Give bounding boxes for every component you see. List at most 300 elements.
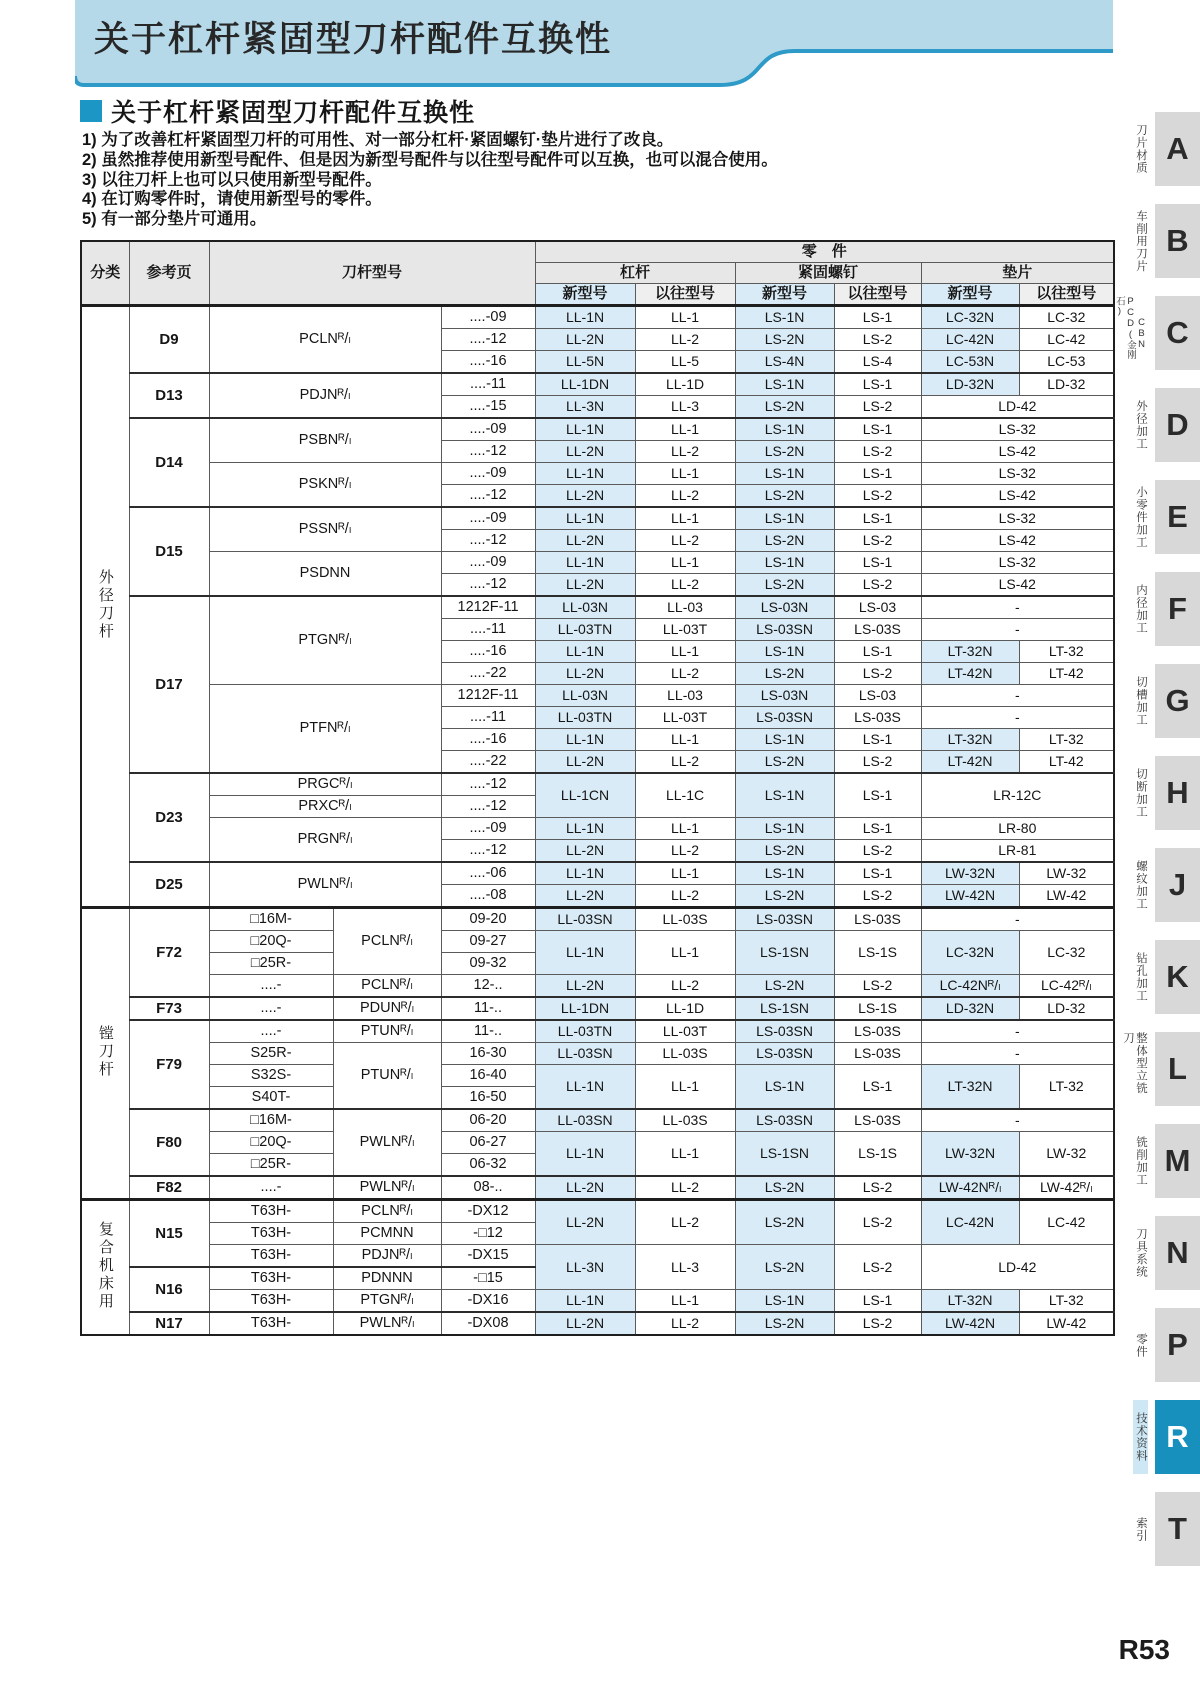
model-size-cell: ....-09	[441, 818, 535, 840]
model-prefix-cell: □20Q-	[209, 1132, 333, 1154]
model-size-cell: 11-..	[441, 997, 535, 1020]
old-model-cell: LW-42	[1019, 885, 1114, 908]
new-model-cell: LL-5N	[535, 351, 635, 374]
sidebar-tab-L	[1060, 1032, 1200, 1106]
old-model-cell: LS-2	[834, 663, 921, 685]
tab-letter-N: N	[1155, 1216, 1200, 1290]
model-name-cell: PWLNᴿ/ₗ	[209, 862, 441, 908]
new-model-cell: LL-2N	[535, 885, 635, 908]
new-model-cell: LL-1N	[535, 641, 635, 663]
no-part-cell: -	[921, 596, 1114, 619]
shared-part-cell: LR-12C	[921, 773, 1114, 818]
tab-label	[1133, 204, 1148, 278]
old-model-cell: LS-03	[834, 685, 921, 707]
sidebar-tab-K	[1060, 940, 1200, 1014]
new-model-cell: LL-2N	[535, 751, 635, 774]
note-line: 5) 有一部分垫片可通用。	[82, 210, 267, 229]
category-vertical-label: 镗刀杆	[96, 1025, 114, 1080]
ref-page-cell: D23	[129, 773, 209, 862]
model-name-cell: PWLNᴿ/ₗ	[333, 1109, 441, 1176]
tab-label-text: 螺纹加工	[1135, 860, 1147, 910]
ref-page-cell: D14	[129, 418, 209, 507]
model-name-cell: PWLNᴿ/ₗ	[333, 1176, 441, 1200]
sidebar-tab-E	[1060, 480, 1200, 554]
new-model-cell: LL-1N	[535, 1065, 635, 1110]
shared-part-cell: LD-42	[921, 396, 1114, 419]
new-model-cell: LL-1DN	[535, 373, 635, 396]
old-model-cell: LT-42	[1019, 751, 1114, 774]
old-model-cell: LS-2	[834, 885, 921, 908]
header-cell: 新型号	[735, 284, 834, 306]
old-model-cell: LL-1	[635, 463, 735, 485]
old-model-cell: LC-32	[1019, 306, 1114, 329]
old-model-cell: LL-2	[635, 885, 735, 908]
old-model-cell: LL-3	[635, 396, 735, 419]
tab-label	[1133, 1308, 1148, 1382]
page-title: 关于杠杆紧固型刀杆配件互换性	[94, 20, 613, 59]
new-model-cell: LS-1N	[735, 729, 834, 751]
new-model-cell: LS-2N	[735, 485, 834, 508]
new-model-cell: LL-1N	[535, 818, 635, 840]
model-size-cell: ....-16	[441, 641, 535, 663]
model-prefix-cell: □16M-	[209, 908, 333, 931]
old-model-cell: LS-1	[834, 1065, 921, 1110]
model-prefix-cell: ....-	[209, 1176, 333, 1200]
model-prefix-cell: ....-	[209, 975, 333, 998]
ref-page-cell: D9	[129, 306, 209, 374]
model-size-cell: -DX16	[441, 1290, 535, 1313]
old-model-cell: LS-2	[834, 975, 921, 998]
sidebar-tab-A	[1060, 112, 1200, 186]
new-model-cell: LW-42N	[921, 885, 1019, 908]
sidebar-tab-C	[1060, 296, 1200, 370]
new-model-cell: LW-42Nᴿ/ₗ	[921, 1176, 1019, 1200]
ref-page-cell: F73	[129, 997, 209, 1020]
tab-label-text: 切断加工	[1135, 768, 1147, 818]
no-part-cell: -	[921, 685, 1114, 707]
header-cell: 以往型号	[834, 284, 921, 306]
model-size-cell: ....-09	[441, 507, 535, 530]
old-model-cell: LL-2	[635, 574, 735, 597]
model-name-cell: PSBNᴿ/ₗ	[209, 418, 441, 463]
model-name-cell: PSDNN	[209, 552, 441, 597]
model-size-cell: ....-09	[441, 552, 535, 574]
model-name-cell: PWLNᴿ/ₗ	[333, 1312, 441, 1335]
old-model-cell: LS-2	[834, 1200, 921, 1245]
old-model-cell: LL-5	[635, 351, 735, 374]
no-part-cell: -	[921, 1109, 1114, 1132]
model-name-cell: PCLNᴿ/ₗ	[333, 908, 441, 975]
old-model-cell: LS-2	[834, 329, 921, 351]
tab-label	[1133, 664, 1148, 738]
old-model-cell: LL-2	[635, 1312, 735, 1335]
new-model-cell: LS-1N	[735, 306, 834, 329]
shared-part-cell: LS-32	[921, 552, 1114, 574]
old-model-cell: LS-1	[834, 818, 921, 840]
new-model-cell: LL-1N	[535, 862, 635, 885]
new-model-cell: LW-32N	[921, 862, 1019, 885]
old-model-cell: LS-1	[834, 862, 921, 885]
new-model-cell: LS-1N	[735, 1290, 834, 1313]
model-name-cell: PTGNᴿ/ₗ	[209, 596, 441, 685]
ref-page-cell: F80	[129, 1109, 209, 1176]
header-cell: 分类	[81, 241, 129, 306]
new-model-cell: LL-03TN	[535, 707, 635, 729]
tab-letter-T: T	[1155, 1492, 1200, 1566]
new-model-cell: LT-42N	[921, 751, 1019, 774]
tab-label-text: 内径加工	[1135, 584, 1147, 634]
new-model-cell: LS-03SN	[735, 619, 834, 641]
model-prefix-cell: T63H-	[209, 1245, 333, 1268]
model-name-cell: PRXCᴿ/ₗ	[209, 796, 441, 818]
note-line: 2) 虽然推荐使用新型号配件、但是因为新型号配件与以往型号配件可以互换，也可以混合使用。	[82, 150, 778, 169]
old-model-cell: LL-2	[635, 975, 735, 998]
new-model-cell: LL-1N	[535, 1290, 635, 1313]
model-name-cell: PCLNᴿ/ₗ	[333, 1200, 441, 1223]
model-name-cell: PCLNᴿ/ₗ	[209, 306, 441, 374]
tab-letter-M: M	[1155, 1124, 1200, 1198]
tab-label-text: 外径加工	[1135, 400, 1147, 450]
old-model-cell: LL-1	[635, 552, 735, 574]
new-model-cell: LC-32N	[921, 306, 1019, 329]
new-model-cell: LL-2N	[535, 530, 635, 552]
old-model-cell: LS-1	[834, 641, 921, 663]
new-model-cell: LW-42N	[921, 1312, 1019, 1335]
tab-letter-A: A	[1155, 112, 1200, 186]
tab-label	[1120, 1032, 1148, 1106]
shared-part-cell: LS-42	[921, 574, 1114, 597]
model-size-cell: ....-06	[441, 862, 535, 885]
category-vertical-label: 外径刀杆	[96, 569, 114, 642]
old-model-cell: LL-03T	[635, 619, 735, 641]
tab-letter-L: L	[1155, 1032, 1200, 1106]
old-model-cell: LC-53	[1019, 351, 1114, 374]
old-model-cell: LL-2	[635, 1176, 735, 1200]
ref-page-cell: N16	[129, 1267, 209, 1312]
old-model-cell: LS-1	[834, 729, 921, 751]
new-model-cell: LS-2N	[735, 663, 834, 685]
new-model-cell: LL-1N	[535, 418, 635, 441]
tab-label	[1133, 1216, 1148, 1290]
header-cell: 以往型号	[1019, 284, 1114, 306]
old-model-cell: LL-03T	[635, 1020, 735, 1043]
old-model-cell: LS-1	[834, 552, 921, 574]
tab-label-text: PCD(金刚石)	[1114, 296, 1136, 359]
new-model-cell: LS-1N	[735, 1065, 834, 1110]
new-model-cell: LS-1N	[735, 641, 834, 663]
new-model-cell: LS-1N	[735, 507, 834, 530]
sidebar-tab-D	[1060, 388, 1200, 462]
old-model-cell: LL-03	[635, 685, 735, 707]
tab-label-text: 刀片材质	[1135, 124, 1147, 174]
model-size-cell: ....-12	[441, 530, 535, 552]
old-model-cell: LC-32	[1019, 931, 1114, 975]
old-model-cell: LL-1	[635, 641, 735, 663]
tab-label-text: 钻孔加工	[1135, 952, 1147, 1002]
new-model-cell: LL-3N	[535, 1245, 635, 1290]
tab-label-text-2: CBN	[1136, 316, 1147, 350]
sidebar-tab-T	[1060, 1492, 1200, 1566]
tab-letter-K: K	[1155, 940, 1200, 1014]
tab-letter-B: B	[1155, 204, 1200, 278]
old-model-cell: LS-1S	[834, 1132, 921, 1177]
new-model-cell: LL-1N	[535, 931, 635, 975]
category-cell	[81, 306, 129, 908]
tab-label	[1133, 572, 1148, 646]
new-model-cell: LC-32N	[921, 931, 1019, 975]
model-name-cell: PSSNᴿ/ₗ	[209, 507, 441, 552]
old-model-cell: LS-03S	[834, 908, 921, 931]
old-model-cell: LS-1	[834, 306, 921, 329]
new-model-cell: LS-2N	[735, 885, 834, 908]
no-part-cell: -	[921, 619, 1114, 641]
no-part-cell: -	[921, 908, 1114, 931]
old-model-cell: LS-2	[834, 574, 921, 597]
old-model-cell: LL-03S	[635, 908, 735, 931]
model-name-cell: PDJNᴿ/ₗ	[209, 373, 441, 418]
model-size-cell: -DX08	[441, 1312, 535, 1335]
sidebar-tab-R	[1060, 1400, 1200, 1474]
model-size-cell: 12-..	[441, 975, 535, 998]
new-model-cell: LL-03SN	[535, 1043, 635, 1065]
new-model-cell: LS-2N	[735, 530, 834, 552]
new-model-cell: LL-1CN	[535, 773, 635, 818]
header-cell: 新型号	[921, 284, 1019, 306]
model-name-cell: PTUNᴿ/ₗ	[333, 1020, 441, 1043]
old-model-cell: LS-03	[834, 596, 921, 619]
sidebar-tab-J	[1060, 848, 1200, 922]
model-name-cell: PDUNᴿ/ₗ	[333, 997, 441, 1020]
shared-part-cell: LS-32	[921, 463, 1114, 485]
tab-letter-D: D	[1155, 388, 1200, 462]
model-name-cell: PRGCᴿ/ₗ	[209, 773, 441, 796]
new-model-cell: LL-03SN	[535, 908, 635, 931]
tab-label	[1133, 1492, 1148, 1566]
model-size-cell: 09-27	[441, 931, 535, 953]
tab-letter-H: H	[1155, 756, 1200, 830]
new-model-cell: LL-03TN	[535, 619, 635, 641]
model-size-cell: ....-11	[441, 707, 535, 729]
old-model-cell: LC-42	[1019, 1200, 1114, 1245]
sidebar-tab-N	[1060, 1216, 1200, 1290]
header-cell: 杠杆	[535, 263, 735, 284]
model-prefix-cell: ....-	[209, 1020, 333, 1043]
model-prefix-cell: □16M-	[209, 1109, 333, 1132]
model-name-cell: PSKNᴿ/ₗ	[209, 463, 441, 508]
sidebar-tab-F	[1060, 572, 1200, 646]
note-line: 4) 在订购零件时，请使用新型号的零件。	[82, 190, 382, 209]
new-model-cell: LL-1N	[535, 552, 635, 574]
model-size-cell: 09-20	[441, 908, 535, 931]
header-cell: 零 件	[535, 241, 1114, 263]
old-model-cell: LS-2	[834, 840, 921, 863]
model-size-cell: ....-09	[441, 463, 535, 485]
model-prefix-cell: □20Q-	[209, 931, 333, 953]
new-model-cell: LS-2N	[735, 574, 834, 597]
model-name-cell: PCMNN	[333, 1223, 441, 1245]
old-model-cell: LL-1	[635, 418, 735, 441]
category-cell	[81, 1200, 129, 1336]
old-model-cell: LL-2	[635, 840, 735, 863]
new-model-cell: LL-2N	[535, 840, 635, 863]
new-model-cell: LT-32N	[921, 729, 1019, 751]
old-model-cell: LS-4	[834, 351, 921, 374]
model-size-cell: 1212F-11	[441, 596, 535, 619]
no-part-cell: -	[921, 707, 1114, 729]
new-model-cell: LS-1N	[735, 373, 834, 396]
ref-page-cell: N17	[129, 1312, 209, 1335]
notes-block	[82, 131, 778, 230]
old-model-cell: LL-1	[635, 862, 735, 885]
model-size-cell: ....-15	[441, 396, 535, 419]
model-prefix-cell: S32S-	[209, 1065, 333, 1087]
model-prefix-cell: □25R-	[209, 953, 333, 975]
new-model-cell: LL-1N	[535, 507, 635, 530]
model-size-cell: ....-16	[441, 729, 535, 751]
old-model-cell: LD-32	[1019, 373, 1114, 396]
model-size-cell: ....-11	[441, 619, 535, 641]
model-size-cell: 06-27	[441, 1132, 535, 1154]
model-size-cell: ....-09	[441, 306, 535, 329]
new-model-cell: LL-2N	[535, 1312, 635, 1335]
old-model-cell: LT-32	[1019, 1290, 1114, 1313]
old-model-cell: LS-1	[834, 373, 921, 396]
tab-label-text: 铣削加工	[1135, 1136, 1147, 1186]
new-model-cell: LS-1SN	[735, 997, 834, 1020]
tab-letter-C: C	[1155, 296, 1200, 370]
old-model-cell: LL-2	[635, 1200, 735, 1245]
tab-letter-G: G	[1155, 664, 1200, 738]
old-model-cell: LL-1	[635, 931, 735, 975]
note-line: 1) 为了改善杠杆紧固型刀杆的可用性、对一部分杠杆·紧固螺钉·垫片进行了改良。	[82, 131, 674, 149]
old-model-cell: LL-1	[635, 1290, 735, 1313]
model-prefix-cell: T63H-	[209, 1312, 333, 1335]
header-cell: 垫片	[921, 263, 1114, 284]
model-name-cell: PDNNN	[333, 1267, 441, 1290]
old-model-cell: LS-2	[834, 1312, 921, 1335]
new-model-cell: LL-2N	[535, 663, 635, 685]
model-name-cell: PTUNᴿ/ₗ	[333, 1043, 441, 1110]
model-prefix-cell: S40T-	[209, 1087, 333, 1110]
new-model-cell: LS-03SN	[735, 1109, 834, 1132]
old-model-cell: LS-2	[834, 1245, 921, 1290]
old-model-cell: LL-1	[635, 818, 735, 840]
model-size-cell: ....-12	[441, 574, 535, 597]
tab-label-text: 技术资料	[1135, 1412, 1147, 1462]
old-model-cell: LL-03T	[635, 707, 735, 729]
old-model-cell: LL-1	[635, 306, 735, 329]
old-model-cell: LL-2	[635, 441, 735, 463]
page-number: R53	[1118, 1634, 1170, 1665]
tab-letter-R: R	[1155, 1400, 1200, 1474]
new-model-cell: LS-2N	[735, 1176, 834, 1200]
new-model-cell: LS-03SN	[735, 1043, 834, 1065]
old-model-cell: LL-1	[635, 507, 735, 530]
new-model-cell: LS-2N	[735, 1312, 834, 1335]
new-model-cell: LC-42N	[921, 329, 1019, 351]
new-model-cell: LS-4N	[735, 351, 834, 374]
new-model-cell: LL-03SN	[535, 1109, 635, 1132]
model-size-cell: ....-12	[441, 329, 535, 351]
new-model-cell: LC-42Nᴿ/ₗ	[921, 975, 1019, 998]
old-model-cell: LS-2	[834, 396, 921, 419]
old-model-cell: LL-3	[635, 1245, 735, 1290]
model-prefix-cell: T63H-	[209, 1290, 333, 1313]
tab-letter-F: F	[1155, 572, 1200, 646]
model-name-cell: PRGNᴿ/ₗ	[209, 818, 441, 863]
model-size-cell: -DX15	[441, 1245, 535, 1268]
section-heading	[80, 93, 475, 129]
new-model-cell: LL-1N	[535, 306, 635, 329]
old-model-cell: LL-2	[635, 751, 735, 774]
old-model-cell: LC-42ᴿ/ₗ	[1019, 975, 1114, 998]
new-model-cell: LL-2N	[535, 574, 635, 597]
model-prefix-cell: T63H-	[209, 1267, 333, 1290]
new-model-cell: LS-03SN	[735, 707, 834, 729]
section-tab-sidebar	[1060, 112, 1200, 1584]
shared-part-cell: LD-42	[921, 1245, 1114, 1290]
shared-part-cell: LS-42	[921, 485, 1114, 508]
shared-part-cell: LS-32	[921, 507, 1114, 530]
new-model-cell: LL-03N	[535, 596, 635, 619]
old-model-cell: LW-32	[1019, 1132, 1114, 1177]
new-model-cell: LL-03TN	[535, 1020, 635, 1043]
model-size-cell: 06-32	[441, 1154, 535, 1177]
ref-page-cell: D13	[129, 373, 209, 418]
new-model-cell: LS-1N	[735, 463, 834, 485]
old-model-cell: LL-2	[635, 663, 735, 685]
new-model-cell: LS-03SN	[735, 1020, 834, 1043]
ref-page-cell: D25	[129, 862, 209, 908]
ref-page-cell: F79	[129, 1020, 209, 1109]
old-model-cell: LC-42	[1019, 329, 1114, 351]
header-cell: 参考页	[129, 241, 209, 306]
interchangeability-table	[80, 240, 1115, 1336]
sidebar-tab-H	[1060, 756, 1200, 830]
model-prefix-cell: T63H-	[209, 1223, 333, 1245]
new-model-cell: LS-1N	[735, 862, 834, 885]
model-name-cell: PCLNᴿ/ₗ	[333, 975, 441, 998]
model-size-cell: ....-12	[441, 840, 535, 863]
new-model-cell: LT-32N	[921, 641, 1019, 663]
new-model-cell: LS-1N	[735, 418, 834, 441]
ref-page-cell: F82	[129, 1176, 209, 1200]
new-model-cell: LS-2N	[735, 396, 834, 419]
tab-label	[1133, 388, 1148, 462]
model-name-cell: PTGNᴿ/ₗ	[333, 1290, 441, 1313]
new-model-cell: LS-2N	[735, 1200, 834, 1245]
new-model-cell: LC-53N	[921, 351, 1019, 374]
sidebar-tab-G	[1060, 664, 1200, 738]
header-cell: 以往型号	[635, 284, 735, 306]
model-prefix-cell: T63H-	[209, 1200, 333, 1223]
old-model-cell: LL-1D	[635, 997, 735, 1020]
new-model-cell: LL-2N	[535, 1200, 635, 1245]
new-model-cell: LS-2N	[735, 1245, 834, 1290]
old-model-cell: LS-2	[834, 530, 921, 552]
ref-page-cell: N15	[129, 1200, 209, 1268]
tab-letter-J: J	[1155, 848, 1200, 922]
old-model-cell: LS-1S	[834, 997, 921, 1020]
tab-label	[1133, 1400, 1148, 1474]
new-model-cell: LW-32N	[921, 1132, 1019, 1177]
old-model-cell: LL-2	[635, 530, 735, 552]
model-prefix-cell: ....-	[209, 997, 333, 1020]
new-model-cell: LS-2N	[735, 751, 834, 774]
new-model-cell: LT-32N	[921, 1065, 1019, 1110]
tab-label	[1113, 296, 1148, 370]
old-model-cell: LT-32	[1019, 1065, 1114, 1110]
